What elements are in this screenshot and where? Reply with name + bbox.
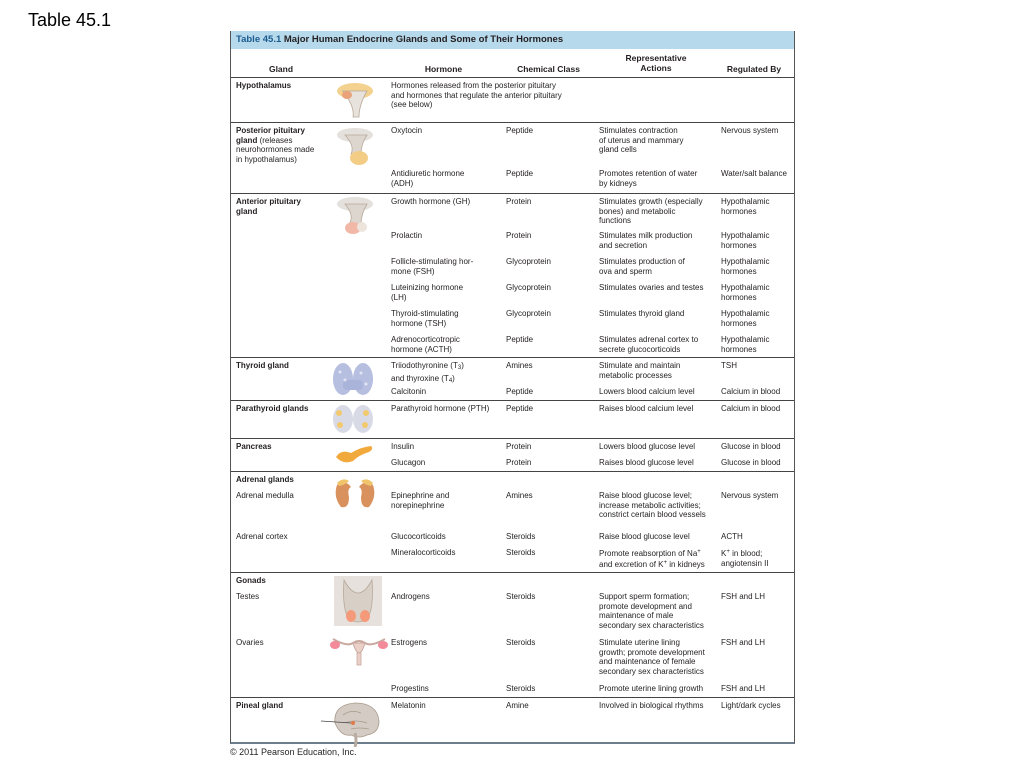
text-line: hormones (721, 266, 757, 276)
gland-note: in hypothalamus) (236, 154, 297, 164)
action-cell (599, 335, 698, 354)
text-line: maintenance of male (599, 611, 674, 621)
text-line: hormone (ACTH) (391, 344, 452, 354)
text-line: and secretion (599, 240, 648, 250)
chemical-class: Amines (506, 361, 533, 370)
hormone-name: Androgens (391, 592, 430, 601)
action-cell (599, 638, 705, 676)
text-line: Hormones released from the posterior pituitary (391, 81, 556, 90)
text-line: hormones (721, 206, 757, 216)
chemical-class: Peptide (506, 126, 534, 135)
k-text: and excretion of K (599, 559, 664, 569)
row-pineal (231, 698, 794, 748)
hormone-cell (391, 309, 459, 328)
text-line: Hypothalamic (721, 257, 770, 266)
gland-name: Thyroid gland (236, 361, 289, 370)
action-text: Raise blood glucose level (599, 532, 690, 541)
text-line: growth; promote development (599, 647, 705, 657)
text-line: and maintenance of female (599, 657, 696, 667)
chemical-class: Protein (506, 197, 532, 206)
regulated-by: Glucose in blood (721, 458, 781, 467)
endocrine-table (230, 31, 795, 744)
chemical-class: Peptide (506, 387, 534, 396)
action-text: Involved in biological rhythms (599, 701, 704, 710)
hormone-name: Growth hormone (GH) (391, 197, 471, 206)
row-parathyroid (231, 401, 794, 439)
chemical-class: Steroids (506, 532, 536, 541)
t4-subscript: 4 (448, 377, 453, 384)
header-hormone: Hormone (424, 64, 463, 74)
testes-label: Testes (236, 592, 260, 601)
gland-name (236, 197, 301, 216)
chemical-class: Peptide (506, 169, 534, 178)
text-line (391, 374, 464, 387)
hormone-name: Prolactin (391, 231, 423, 240)
chemical-class: Peptide (506, 335, 534, 344)
regulated-cell (721, 335, 769, 354)
text-line: Stimulates growth (especially (599, 197, 703, 206)
text-line: angiotensin II (721, 558, 769, 568)
row-gonads (231, 573, 794, 698)
text-line: and hormones that regulate the anterior pituitary (391, 90, 562, 100)
chemical-class: Protein (506, 442, 532, 451)
text-line: hormones (721, 292, 757, 302)
na-text: Promote reabsorption of Na (599, 549, 698, 558)
text-line: ova and sperm (599, 266, 652, 276)
text-line: Luteinizing hormone (391, 283, 464, 292)
text-line: (see below) (391, 100, 433, 110)
reg-k-superscript: + (726, 549, 730, 555)
pancreas-icon (333, 441, 375, 467)
text-line: Hypothalamic (721, 335, 770, 344)
text-line: Hypothalamic (721, 309, 770, 318)
action-text: Raises blood calcium level (599, 404, 694, 413)
k-superscript: + (663, 559, 667, 566)
action-cell (599, 197, 703, 226)
text-line: Stimulate uterine lining (599, 638, 680, 647)
copyright-notice: © 2011 Pearson Education, Inc. (230, 747, 357, 757)
action-text: Lowers blood glucose level (599, 442, 696, 451)
text-line: Promotes retention of water (599, 169, 698, 178)
parathyroid-icon (331, 403, 375, 436)
chemical-class: Steroids (506, 684, 536, 693)
regulated-by: TSH (721, 361, 737, 370)
chemical-class: Glycoprotein (506, 283, 551, 292)
action-text: Lowers blood calcium level (599, 387, 695, 396)
hormone-name: Insulin (391, 442, 415, 451)
hormone-name: Estrogens (391, 638, 428, 647)
text-line: Support sperm formation; (599, 592, 690, 601)
gland-name: Adrenal glands (236, 475, 294, 484)
ovaries-label: Ovaries (236, 638, 264, 647)
table-caption-text: Major Human Endocrine Glands and Some of Their Hormones (283, 34, 564, 45)
chemical-class: Amine (506, 701, 529, 710)
text-line: Adrenocorticotropic (391, 335, 460, 344)
text-line: by kidneys (599, 178, 637, 188)
action-cell (599, 592, 704, 630)
text-line (721, 548, 769, 559)
regulated-by: Nervous system (721, 491, 779, 500)
text-line: hormones (721, 318, 757, 328)
gland-name: Hypothalamus (236, 81, 292, 90)
text-line: Stimulates contraction (599, 126, 678, 135)
action-text: Stimulates thyroid gland (599, 309, 685, 318)
text-line: Thyroid-stimulating (391, 309, 459, 318)
chemical-class: Glycoprotein (506, 257, 551, 266)
text-line (599, 559, 705, 570)
k-suffix: in kidneys (667, 559, 705, 569)
testes-icon (334, 576, 382, 626)
row-hypothalamus (231, 78, 794, 123)
text-line: Hypothalamic (721, 197, 770, 206)
text-line: Stimulate and maintain (599, 361, 681, 370)
text-line: of uterus and mammary (599, 135, 684, 145)
gland-name-line: Posterior pituitary (236, 126, 305, 135)
action-text: Promote uterine lining growth (599, 684, 704, 693)
text-line: (ADH) (391, 178, 414, 188)
regulated-by: Light/dark cycles (721, 701, 781, 710)
text-line: bones) and metabolic (599, 206, 676, 216)
header-actions-line1: Representative (625, 53, 687, 63)
hormone-name: Glucocorticoids (391, 532, 446, 541)
text-line: Stimulates production of (599, 257, 685, 266)
t3-suffix: ) (461, 361, 464, 370)
text-line (599, 548, 705, 559)
text-line: Stimulates adrenal cortex to (599, 335, 699, 344)
hormone-name: Progestins (391, 684, 429, 693)
action-cell (599, 126, 683, 155)
hormone-name: Glucagon (391, 458, 426, 467)
text-line: Raise blood glucose level; (599, 491, 692, 500)
action-cell (599, 361, 680, 380)
text-line: hormones (721, 240, 757, 250)
gland-name: Parathyroid glands (236, 404, 309, 413)
action-cell (599, 257, 685, 276)
text-line: constrict certain blood vessels (599, 510, 706, 520)
text-line: secondary sex characteristics (599, 620, 704, 630)
header-chemical-class: Chemical Class (517, 64, 580, 74)
chemical-class: Protein (506, 458, 532, 467)
chemical-class: Glycoprotein (506, 309, 551, 318)
gland-note: (releases (259, 135, 293, 145)
hormone-cell (391, 491, 449, 510)
regulated-cell (721, 257, 769, 276)
regulated-cell (721, 231, 769, 250)
hormone-name: Parathyroid hormone (PTH) (391, 404, 490, 413)
brain-pineal-icon (321, 699, 383, 747)
regulated-cell (721, 309, 769, 328)
regulated-by: Calcium in blood (721, 404, 781, 413)
text-line: Hypothalamic (721, 231, 770, 240)
row-posterior-pituitary (231, 123, 794, 194)
regulated-cell (721, 548, 769, 568)
table-header (231, 49, 794, 78)
text-line: Follicle-stimulating hor- (391, 257, 474, 266)
gland-name-line: gland (236, 135, 258, 145)
row-thyroid (231, 358, 794, 401)
gland-name: Pineal gland (236, 701, 284, 710)
regulated-by: Water/salt balance (721, 169, 787, 178)
chemical-class: Amines (506, 491, 533, 500)
slide-title: Table 45.1 (28, 10, 112, 30)
adrenal-medulla-label: Adrenal medulla (236, 491, 294, 500)
table-number: Table 45.1 (236, 34, 282, 45)
header-regulated-by: Regulated By (726, 64, 782, 74)
row-pancreas (231, 439, 794, 472)
na-superscript: + (697, 549, 701, 555)
hormone-cell (391, 257, 473, 276)
hormone-cell (391, 361, 464, 386)
hormone-name: Oxytocin (391, 126, 423, 135)
gland-name: Pancreas (236, 442, 272, 451)
chemical-class: Steroids (506, 638, 536, 647)
text-line: Stimulates milk production (599, 231, 693, 240)
text-line: functions (599, 216, 632, 226)
adrenal-kidney-icon (331, 475, 379, 511)
action-cell (599, 169, 697, 188)
regulated-cell (721, 283, 769, 302)
posterior-pituitary-icon (333, 126, 377, 166)
text-line (391, 361, 464, 374)
gland-note: neurohormones made (236, 145, 315, 155)
hormone-cell (391, 283, 463, 302)
regulated-cell (721, 197, 769, 216)
reg-k-suffix: in blood; (729, 549, 763, 558)
text-line: mone (FSH) (391, 266, 435, 276)
hormone-name: Melatonin (391, 701, 426, 710)
t4-text: and thyroxine (T (391, 373, 449, 383)
hormone-cell (391, 335, 460, 354)
t3-subscript: 3 (457, 365, 462, 371)
hormone-cell (391, 169, 464, 188)
text-line: norepinephrine (391, 500, 445, 510)
text-line: metabolic processes (599, 370, 672, 380)
action-cell (599, 231, 692, 250)
text-line: hormones (721, 344, 757, 354)
action-cell (599, 491, 706, 520)
regulated-by: FSH and LH (721, 684, 766, 693)
text-line: secrete glucocorticoids (599, 344, 681, 354)
regulated-by: Glucose in blood (721, 442, 781, 451)
action-text: Stimulates ovaries and testes (599, 283, 704, 292)
text-line: Antidiuretic hormone (391, 169, 465, 178)
chemical-class: Steroids (506, 548, 536, 557)
anterior-pituitary-icon (333, 196, 377, 236)
regulated-by: Calcium in blood (721, 387, 781, 396)
text-line: gland cells (599, 145, 637, 155)
text-line: Hypothalamic (721, 283, 770, 292)
action-text: Raises blood glucose level (599, 458, 694, 467)
t4-suffix: ) (452, 373, 455, 383)
regulated-by: ACTH (721, 532, 743, 541)
text-line: secondary sex characteristics (599, 666, 704, 676)
adrenal-cortex-label: Adrenal cortex (236, 532, 288, 541)
gland-name-line: gland (236, 206, 258, 216)
regulated-by: FSH and LH (721, 592, 766, 601)
header-actions (606, 53, 706, 73)
reg-k-text: K (721, 549, 727, 558)
hormone-cell (391, 81, 562, 110)
gland-name (236, 126, 314, 164)
text-line: increase metabolic activities; (599, 500, 701, 510)
thyroid-icon (331, 360, 375, 398)
t3-text: Triiodothyronine (T (391, 361, 458, 370)
regulated-by: FSH and LH (721, 638, 766, 647)
ovaries-uterus-icon (327, 633, 391, 667)
gland-name-line: Anterior pituitary (236, 197, 301, 206)
header-gland: Gland (268, 64, 294, 74)
chemical-class: Protein (506, 231, 532, 240)
text-line: Epinephrine and (391, 491, 450, 500)
hormone-name: Mineralocorticoids (391, 548, 456, 557)
text-line: (LH) (391, 292, 407, 302)
gland-name: Gonads (236, 576, 266, 585)
table-caption (231, 31, 794, 49)
text-line: hormone (TSH) (391, 318, 447, 328)
chemical-class: Steroids (506, 592, 536, 601)
row-adrenal (231, 472, 794, 573)
hormone-name: Calcitonin (391, 387, 427, 396)
row-anterior-pituitary (231, 194, 794, 358)
chemical-class: Peptide (506, 404, 534, 413)
text-line: promote development and (599, 601, 692, 611)
hypothalamus-icon (333, 81, 377, 119)
action-cell (599, 548, 705, 569)
regulated-by: Nervous system (721, 126, 779, 135)
header-actions-line2: Actions (640, 63, 672, 73)
